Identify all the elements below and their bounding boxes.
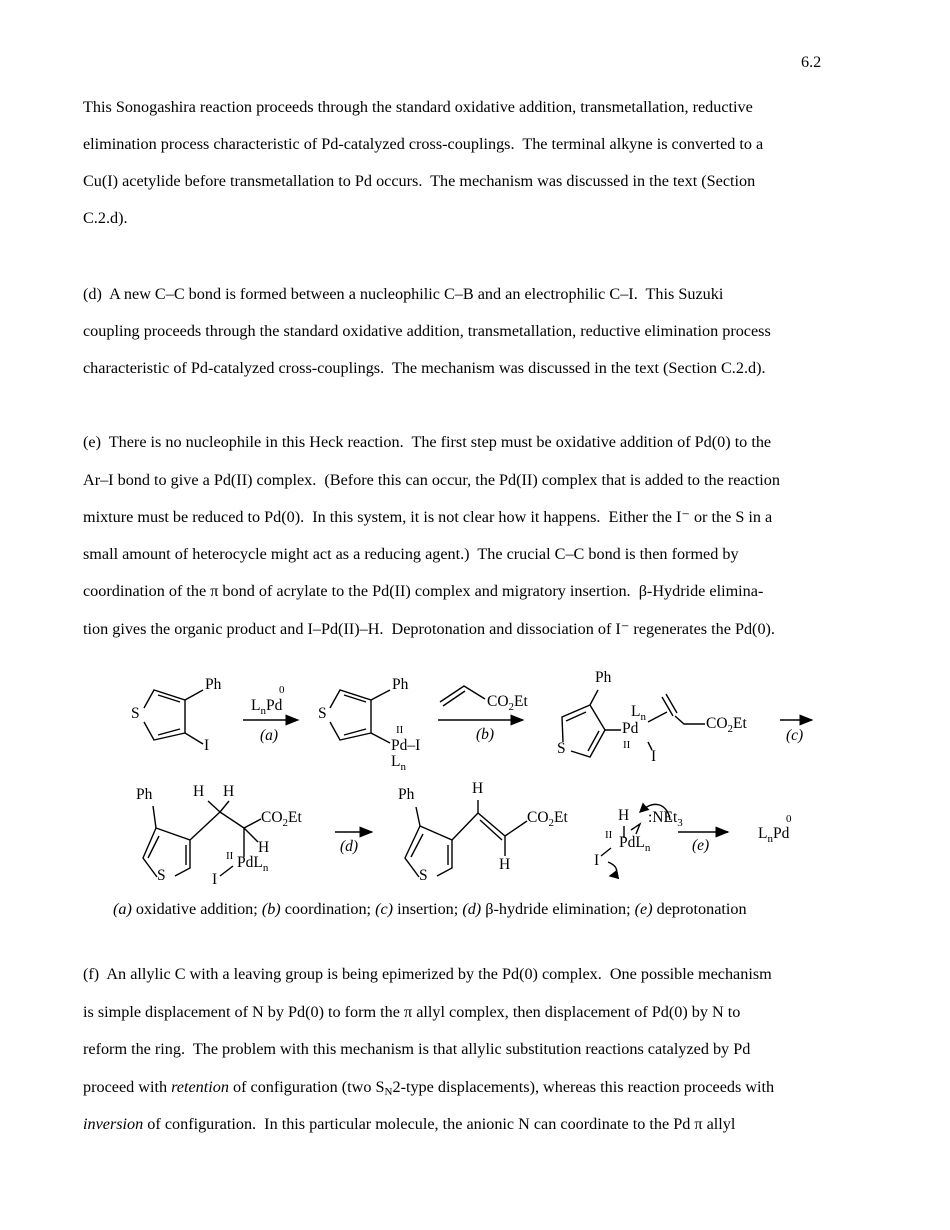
text-line: reform the ring. The problem with this mechanism is that allylic substitution reactions catalyzed by Pd xyxy=(83,1040,751,1058)
atom-label-i: I xyxy=(594,852,600,869)
atom-label-pd-i: Pd–I xyxy=(391,737,421,754)
atom-label-h: H xyxy=(472,780,484,797)
oxidation-state-ii: II xyxy=(226,850,234,862)
triethylamine-label: :NEt$_3$ xyxy=(648,809,683,829)
ester-label: $CO_2Et$ xyxy=(261,809,302,829)
ester-label: $CO_2Et$ xyxy=(487,693,528,713)
atom-label-h: H xyxy=(258,839,270,856)
text-line: (d) A new C–C bond is formed between a nucleophilic C–B and an electrophilic C–I. This Suzuki xyxy=(83,285,724,303)
scheme-caption: (a) oxidative addition; (b) coordination; (c) insertion; (d) β-hydride elimination; (e) deprotonation xyxy=(113,900,747,918)
acrylate-bonds xyxy=(440,686,485,706)
ligand-ln: $L_n$ xyxy=(631,703,646,723)
oxidation-state-0: 0 xyxy=(786,813,792,825)
atom-label-s: S xyxy=(557,740,566,757)
atom-label-s: S xyxy=(318,705,327,722)
atom-label-h: H xyxy=(193,783,205,800)
ligand-ln: $L_n$ xyxy=(391,753,406,773)
text-line: coupling proceeds through the standard oxidative addition, transmetallation, reductive elimination process xyxy=(83,322,771,340)
reagent-lnpd: $L_nPd$ xyxy=(758,825,790,845)
atom-label-h: H xyxy=(223,783,235,800)
atom-label-ph: Ph xyxy=(205,676,222,693)
atom-label-s: S xyxy=(131,705,140,722)
step-label-c: (c) xyxy=(786,727,804,744)
pdln-label: PdL$_n$ xyxy=(237,854,269,874)
text-line: Ar–I bond to give a Pd(II) complex. (Before this can occur, the Pd(II) complex that is added to the reaction xyxy=(83,471,780,489)
atom-label-s: S xyxy=(157,867,166,884)
atom-label-i: I xyxy=(204,737,210,754)
text-line: Cu(I) acetylide before transmetallation to Pd occurs. The mechanism was discussed in the text (Section xyxy=(83,172,756,190)
text-line: This Sonogashira reaction proceeds through the standard oxidative addition, transmetallation, reductive xyxy=(83,98,753,116)
oxidation-state-ii: II xyxy=(623,739,631,751)
text-line: (e) There is no nucleophile in this Heck reaction. The first step must be oxidative addition of Pd(0) to the xyxy=(83,433,772,451)
oxidation-state-0: 0 xyxy=(279,684,285,696)
text-line: (f) An allylic C with a leaving group is being epimerized by the Pd(0) complex. One possible mechanism xyxy=(83,965,772,983)
step-label-b: (b) xyxy=(476,726,495,743)
text-line: elimination process characteristic of Pd-catalyzed cross-couplings. The terminal alkyne is converted to a xyxy=(83,135,764,153)
atom-label-ph: Ph xyxy=(595,669,612,686)
text-line: small amount of heterocycle might act as a reducing agent.) The crucial C–C bond is then formed by xyxy=(83,545,739,563)
text-line: inversion of configuration. In this particular molecule, the anionic N can coordinate to the Pd π allyl xyxy=(83,1115,736,1133)
atom-label-ph: Ph xyxy=(398,786,415,803)
atom-label-s: S xyxy=(419,867,428,884)
text-line: is simple displacement of N by Pd(0) to form the π allyl complex, then displacement of Pd(0) by N to xyxy=(83,1003,741,1021)
ester-label: $CO_2Et$ xyxy=(527,809,568,829)
oxidation-state-ii: II xyxy=(605,829,613,841)
atom-label-ph: Ph xyxy=(392,676,409,693)
atom-label-i: I xyxy=(651,748,657,765)
pdln-label: PdL$_n$ xyxy=(619,834,651,854)
text-line: C.2.d). xyxy=(83,209,128,227)
text-line: mixture must be reduced to Pd(0). In this system, it is not clear how it happens. Either the I⁻ or the S in a xyxy=(83,508,773,526)
step-label-e: (e) xyxy=(692,837,710,854)
atom-label-i: I xyxy=(212,871,218,888)
step-label-a: (a) xyxy=(260,727,279,744)
atom-label-ph: Ph xyxy=(136,786,153,803)
text-line: tion gives the organic product and I–Pd(II)–H. Deprotonation and dissociation of I⁻ regenerates the Pd(0). xyxy=(83,620,775,638)
atom-label-h: H xyxy=(618,807,630,824)
ester-label: $CO_2Et$ xyxy=(706,715,747,735)
page-number: 6.2 xyxy=(801,53,822,71)
text-line: characteristic of Pd-catalyzed cross-couplings. The mechanism was discussed in the text (Section C.2.d). xyxy=(83,359,766,377)
emphasis-retention: retention xyxy=(171,1078,229,1096)
atom-label-h: H xyxy=(499,856,511,873)
pd-complex-structure xyxy=(330,690,390,743)
iodothiophene-structure xyxy=(144,690,203,744)
step-label-d: (d) xyxy=(340,838,359,855)
atom-label-pd: Pd xyxy=(622,720,639,737)
text-line: proceed with retention of configuration (two $S_N2$-type displacements), whereas this reaction proceeds with xyxy=(83,1078,775,1098)
emphasis-inversion: inversion xyxy=(83,1115,144,1133)
text-line: coordination of the π bond of acrylate to the Pd(II) complex and migratory insertion. β-Hydride elimina- xyxy=(83,582,764,600)
oxidation-state-ii: II xyxy=(396,724,404,736)
reagent-lnpd: $L_nPd$ xyxy=(251,697,283,717)
